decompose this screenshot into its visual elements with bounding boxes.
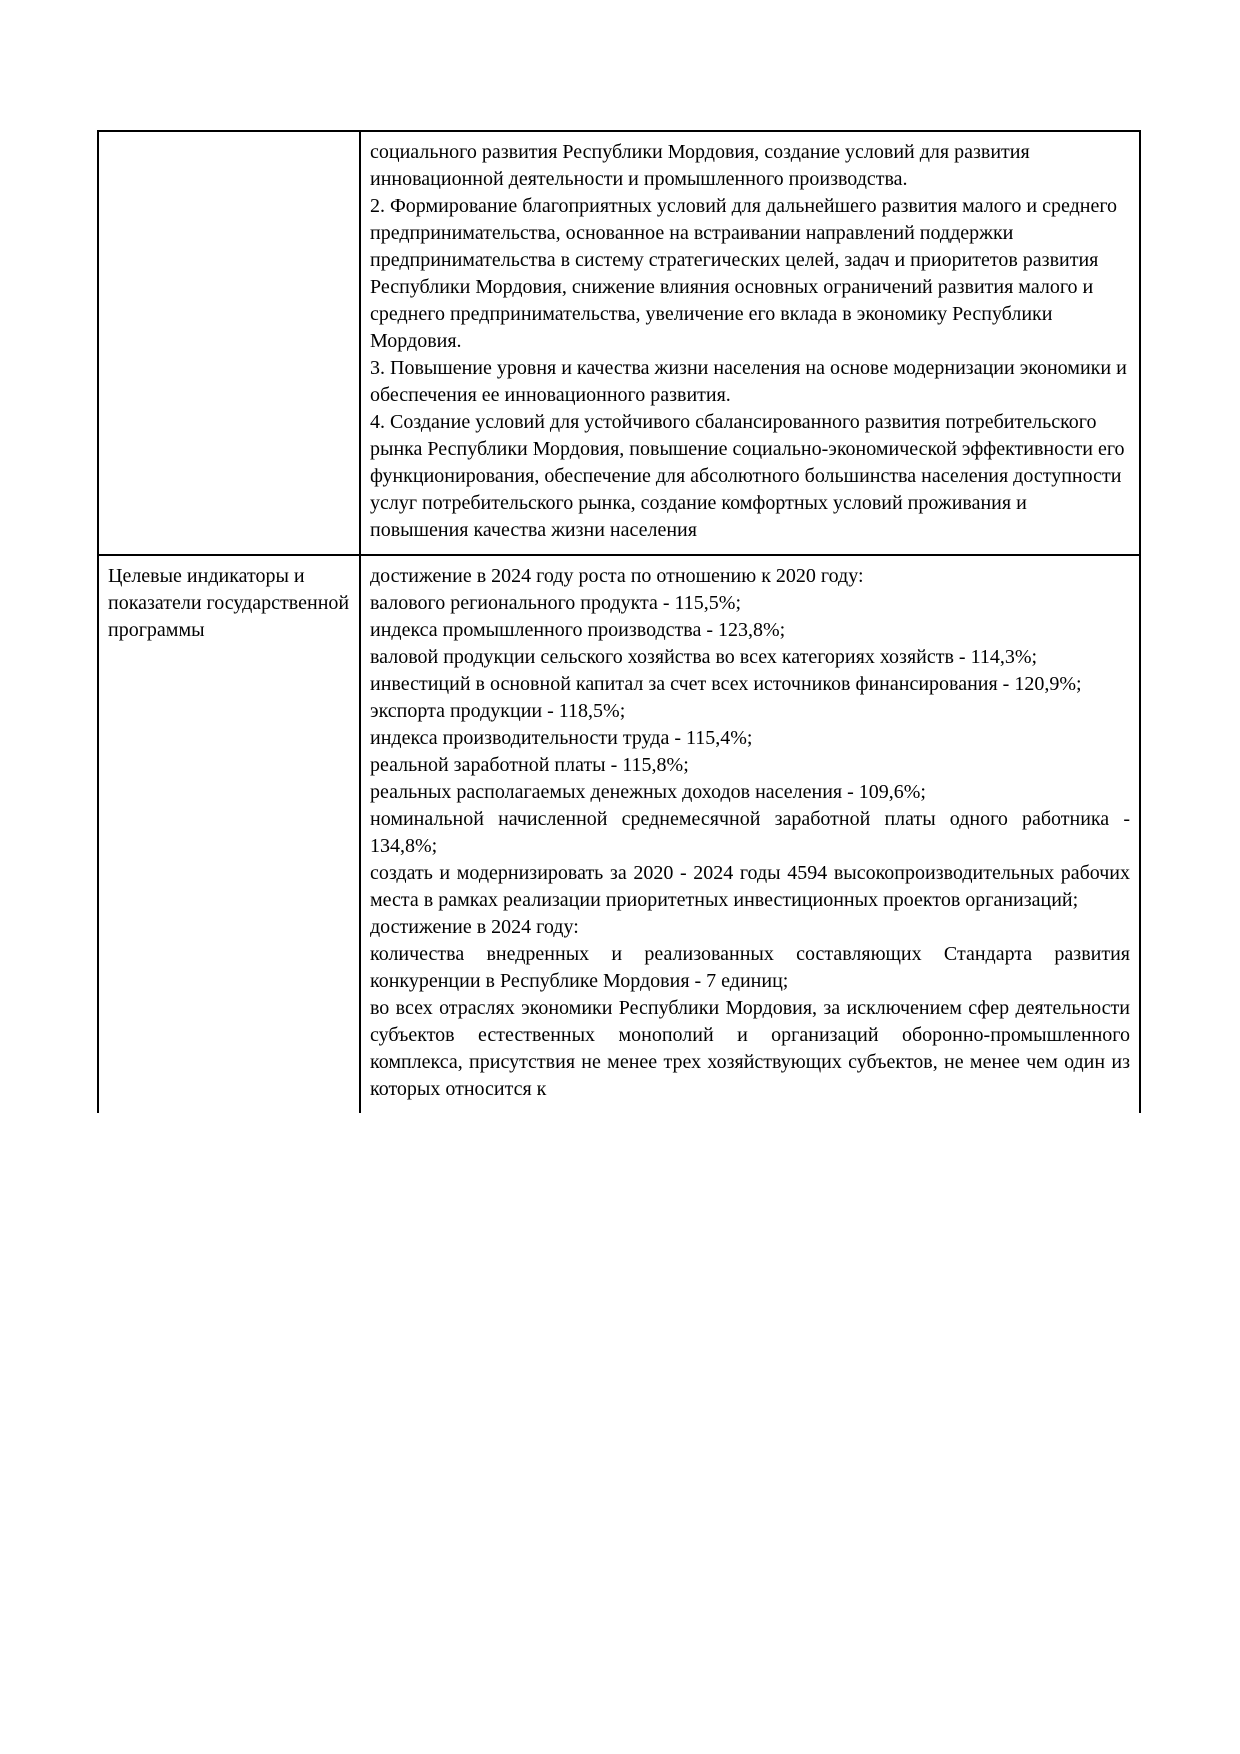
paragraph-line: достижение в 2024 году роста по отношению к 2020 году:: [370, 565, 864, 587]
paragraph-line: 4. Создание условий для устойчивого сбалансированного развития потребительского рынка Республики Мордовия, повышение социально-экономической эффективности его функционирования, обеспечение для абсолютного большинства населения доступности услуг потребительского рынка, создание комфортных условий проживания и повышения качества жизни населения: [370, 411, 1125, 541]
paragraph-line: создать и модернизировать за 2020 - 2024 годы 4594 высокопроизводительных рабочих места в рамках реализации приоритетных инвестиционных проектов организаций;: [370, 862, 1130, 911]
paragraph-line: 2. Формирование благоприятных условий для дальнейшего развития малого и среднего предпринимательства, основанное на встраивании направлений поддержки предпринимательства в систему стратегических целей, задач и приоритетов развития Республики Мордовия, снижение влияния основных ограничений развития малого и среднего предпринимательства, увеличение его вклада в экономику Республики Мордовия.: [370, 195, 1118, 352]
paragraph-line: номинальной начисленной среднемесячной заработной платы одного работника - 134,8%;: [370, 808, 1130, 857]
paragraph-line: экспорта продукции - 118,5%;: [370, 700, 626, 722]
paragraph-line: 3. Повышение уровня и качества жизни населения на основе модернизации экономики и обеспечения ее инновационного развития.: [370, 357, 1127, 406]
row2-label: Целевые индикаторы и показатели государственной программы: [108, 565, 350, 641]
paragraph-line: индекса промышленного производства - 123,8%;: [370, 619, 786, 641]
row1-content-cell: [360, 131, 1140, 555]
paragraph-line: валовой продукции сельского хозяйства во всех категориях хозяйств - 114,3%;: [370, 646, 1038, 668]
program-passport-table: [97, 130, 1141, 1113]
paragraph-line: инвестиций в основной капитал за счет всех источников финансирования - 120,9%;: [370, 673, 1082, 695]
table-row-goals-continuation: [98, 131, 1140, 555]
paragraph-line: реальных располагаемых денежных доходов населения - 109,6%;: [370, 781, 926, 803]
row2-paragraphs: [370, 563, 1130, 1103]
row1-label-cell: [98, 131, 360, 555]
table-row-target-indicators: [98, 555, 1140, 1113]
paragraph-line: реальной заработной платы - 115,8%;: [370, 754, 689, 776]
row2-content-cell: [360, 555, 1140, 1113]
paragraph-line: во всех отраслях экономики Республики Мордовия, за исключением сфер деятельности субъектов естественных монополий и организаций оборонно-промышленного комплекса, присутствия не менее трех хозяйствующих субъектов, не менее чем один из которых относится к: [370, 997, 1130, 1100]
paragraph-line: социального развития Республики Мордовия, создание условий для развития инновационной деятельности и промышленного производства.: [370, 141, 1030, 190]
paragraph-line: валового регионального продукта - 115,5%;: [370, 592, 742, 614]
paragraph-line: количества внедренных и реализованных составляющих Стандарта развития конкуренции в Республике Мордовия - 7 единиц;: [370, 943, 1130, 992]
row1-paragraphs: [370, 139, 1130, 544]
row2-label-cell: [98, 555, 360, 1113]
paragraph-line: индекса производительности труда - 115,4%;: [370, 727, 753, 749]
paragraph-line: достижение в 2024 году:: [370, 916, 579, 938]
